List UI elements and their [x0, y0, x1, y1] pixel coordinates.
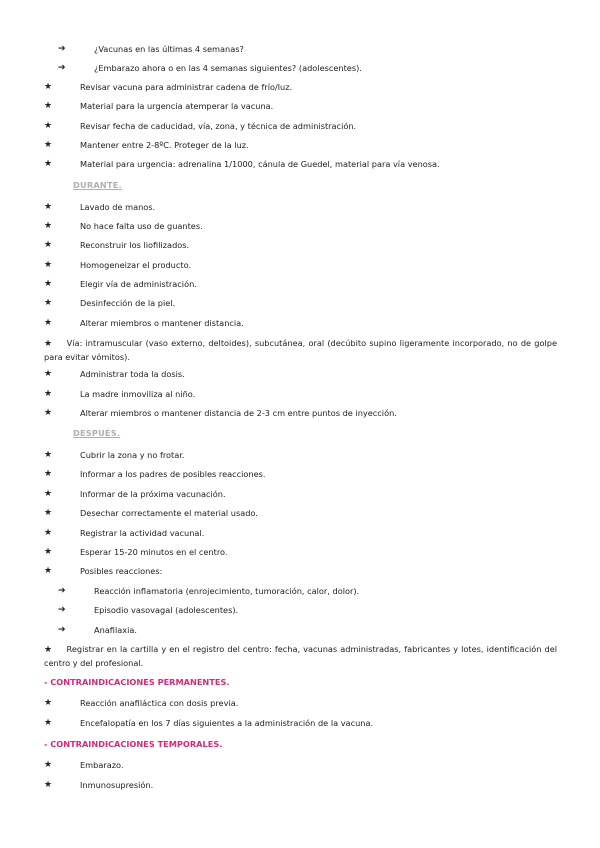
list-item-text: Encefalopatía en los 7 días siguientes a la administración de la vacuna.: [80, 718, 374, 728]
list-item-text: Registrar la actividad vacunal.: [80, 528, 205, 538]
list-item-text: Alterar miembros o mantener distancia de 2-3 cm entre puntos de inyección.: [80, 408, 397, 418]
list-item-text: Reacción anafiláctica con dosis previa.: [80, 698, 239, 708]
star-bullet-icon: ★: [44, 101, 53, 111]
star-bullet-icon: ★: [44, 240, 53, 250]
list-item-text: Alterar miembros o mantener distancia.: [80, 318, 244, 328]
heading-text: - CONTRAINDICACIONES PERMANENTES.: [44, 677, 230, 687]
list-item-text: Anafilaxia.: [94, 625, 137, 635]
list-item-text: Lavado de manos.: [80, 202, 156, 212]
star-bullet-icon: ★: [44, 82, 53, 92]
list-item-text: Administrar toda la dosis.: [80, 369, 185, 379]
list-item-text: ¿Embarazo ahora o en las 4 semanas siguientes? (adolescentes).: [94, 63, 362, 73]
star-bullet-icon: ★: [44, 159, 53, 169]
star-bullet-icon: ★: [44, 718, 53, 728]
list-item-text: Elegir vía de administración.: [80, 279, 197, 289]
star-bullet-icon: ★: [44, 566, 53, 576]
star-bullet-icon: ★: [44, 260, 53, 270]
star-bullet-icon: ★: [44, 121, 53, 131]
list-item-text: Cubrir la zona y no frotar.: [80, 450, 185, 460]
phase-title: DESPUÉS.: [73, 428, 121, 438]
heading-text: - CONTRAINDICACIONES TEMPORALES.: [44, 739, 223, 749]
arrow-bullet-icon: ➔: [58, 625, 66, 635]
phase-title: DURANTE.: [73, 180, 122, 190]
list-item-text: Posibles reacciones:: [80, 566, 163, 576]
list-item-text: No hace falta uso de guantes.: [80, 221, 203, 231]
star-bullet-icon: ★: [44, 279, 53, 289]
star-bullet-icon: ★: [44, 408, 53, 418]
list-item-text: Reconstruir los liofilizados.: [80, 240, 190, 250]
star-bullet-icon: ★: [44, 450, 53, 460]
star-bullet-icon: ★: [44, 389, 53, 399]
paragraph-text: Vía: intramuscular (vaso externo, deltoides), subcutánea, oral (decúbito supino ligeramente incorporado, no de golpe para evitar vómitos).: [44, 338, 557, 362]
paragraph-text: Registrar en la cartilla y en el registro del centro: fecha, vacunas administradas, fabricantes y lotes, identificación del centro y del profesional.: [44, 644, 558, 668]
list-item-text: Revisar vacuna para administrar cadena de frío/luz.: [80, 82, 293, 92]
star-bullet-icon: ★: [44, 318, 53, 328]
star-bullet-icon: ★: [44, 298, 53, 308]
list-item-text: La madre inmoviliza al niño.: [80, 389, 196, 399]
list-item-text: Inmunosupresión.: [80, 780, 154, 790]
star-bullet-icon: ★: [44, 508, 53, 518]
star-bullet-icon: ★: [44, 760, 53, 770]
list-item-text: Episodio vasovagal (adolescentes).: [94, 605, 239, 615]
list-item-text: Reacción inflamatoria (enrojecimiento, tumoración, calor, dolor).: [94, 586, 360, 596]
star-bullet-icon: ★: [44, 698, 53, 708]
star-bullet-icon: ★: [44, 780, 53, 790]
arrow-bullet-icon: ➔: [58, 605, 66, 615]
star-bullet-icon: ★: [44, 547, 53, 557]
list-item-text: Material para la urgencia atemperar la vacuna.: [80, 101, 274, 111]
star-bullet-icon: ★: [44, 528, 53, 538]
paragraph-item: [44, 643, 557, 669]
list-item-text: Desinfección de la piel.: [80, 298, 176, 308]
list-item-text: Material para urgencia: adrenalina 1/1000, cánula de Guedel, material para vía venosa.: [80, 159, 440, 169]
paragraph-item: [44, 337, 557, 363]
list-item-text: Embarazo.: [80, 760, 124, 770]
star-bullet-icon: ★: [44, 202, 53, 212]
arrow-bullet-icon: ➔: [58, 586, 66, 596]
list-item-text: Mantener entre 2-8ºC. Proteger de la luz.: [80, 140, 249, 150]
star-bullet-icon: ★: [44, 339, 53, 349]
star-bullet-icon: ★: [44, 221, 53, 231]
list-item-text: Esperar 15-20 minutos en el centro.: [80, 547, 228, 557]
list-item-text: Desechar correctamente el material usado.: [80, 508, 258, 518]
list-item-text: Revisar fecha de caducidad, vía, zona, y técnica de administración.: [80, 121, 357, 131]
arrow-bullet-icon: ➔: [58, 63, 66, 73]
star-bullet-icon: ★: [44, 645, 53, 655]
list-item-text: Informar de la próxima vacunación.: [80, 489, 226, 499]
star-bullet-icon: ★: [44, 469, 53, 479]
arrow-bullet-icon: ➔: [58, 44, 66, 54]
list-item-text: Informar a los padres de posibles reacciones.: [80, 469, 266, 479]
star-bullet-icon: ★: [44, 489, 53, 499]
list-item-text: ¿Vacunas en las últimas 4 semanas?: [94, 44, 244, 54]
list-item-text: Homogeneizar el producto.: [80, 260, 192, 270]
star-bullet-icon: ★: [44, 369, 53, 379]
star-bullet-icon: ★: [44, 140, 53, 150]
